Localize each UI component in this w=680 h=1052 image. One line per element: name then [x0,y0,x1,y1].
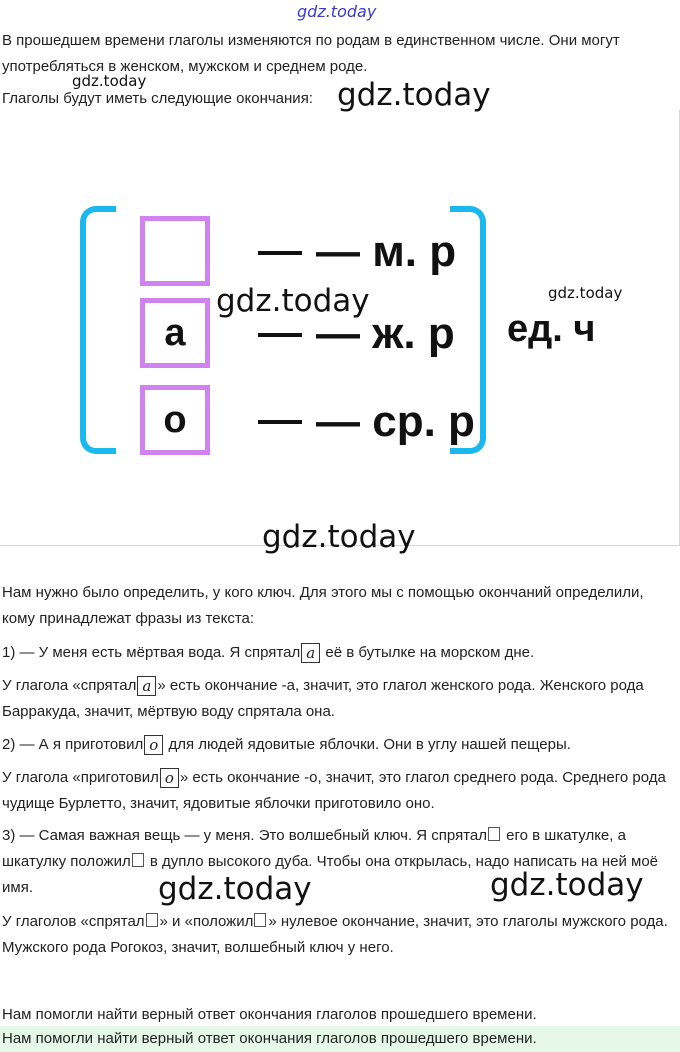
text: » есть окончание -о, значит, это глагол среднего рода. Среднего рода чудище Бурлетто, значит, ядовитые яблочки приготовило оно. [2,769,666,812]
watermark-top: gdz.today [297,2,377,21]
text: в дупло высокого дуба. Чтобы она открылась, надо написать на ней моё имя. [2,853,659,896]
conclusion: Нам помогли найти верный ответ окончания глаголов прошедшего времени. [2,1006,537,1023]
quote-1 [2,640,678,666]
empty-ending-box [132,853,144,867]
ending-box-inline: о [160,768,179,788]
watermark: gdz.today [490,867,644,903]
watermark: gdz.today [548,284,623,302]
text: » нулевое окончание, значит, это глаголы мужского рода. Мужского рода Рогокоз, значит, волшебный ключ у него. [2,913,668,956]
label-neuter: — ср. р [316,397,475,446]
conclusion-highlighted: Нам помогли найти верный ответ окончания глаголов прошедшего времени. [0,1026,680,1052]
text: для людей ядовитые яблочки. Они в углу нашей пещеры. [164,736,571,753]
dash [258,251,302,255]
text: У глаголов «спрятал [2,913,145,930]
watermark: gdz.today [158,871,312,907]
number-label: ед. ч [507,308,596,350]
watermark: gdz.today [262,519,416,555]
text: 1) — У меня есть мёртвая вода. Я спрятал [2,644,301,661]
ending-box-inline: о [144,735,163,755]
endings-figure [0,110,680,546]
intro-paragraph-endings: Глаголы будут иметь следующие окончания: [2,90,313,107]
empty-ending-box [254,913,266,927]
text: 3) — Самая важная вещь — у меня. Это волшебный ключ. Я спрятал [2,827,487,844]
text: » есть окончание -а, значит, это глагол женского рода. Женского рода Барракуда, значит, мёртвую воду спрятала она. [2,677,644,720]
watermark: gdz.today [216,283,370,319]
text: » и «положил [159,913,254,930]
dash [258,333,302,337]
text: его в шкатулке, а шкатулку положил [2,827,626,870]
left-bracket [80,206,116,454]
text: 2) — А я приготовил [2,736,144,753]
ending-box-feminine: а [140,298,210,368]
watermark: gdz.today [337,77,491,113]
quote-2 [2,732,678,758]
ending-box-inline: а [137,676,156,696]
empty-ending-box [146,913,158,927]
text: У глагола «приготовил [2,769,159,786]
watermark: gdz.today [72,72,147,90]
explanation-3 [2,909,678,961]
paragraph: Нам нужно было определить, у кого ключ. Для этого мы с помощью окончаний определили, кому принадлежат фразы из текста: [2,584,644,627]
empty-ending-box [488,827,500,841]
ending-box-neuter: о [140,385,210,455]
dash [258,420,302,424]
ending-box-inline: а [301,643,320,663]
label-feminine: — ж. р [316,309,455,358]
explanation-2 [2,765,678,817]
explanation-1 [2,673,678,725]
text: У глагола «спрятал [2,677,137,694]
label-masculine: — м. р [316,227,457,276]
ending-box-masculine [140,216,210,286]
intro-paragraph: В прошедшем времени глаголы изменяются по родам в единственном числе. Они могут употребляться в женском, мужском и среднем роде. [2,32,620,75]
text: её в бутылке на морском дне. [321,644,535,661]
